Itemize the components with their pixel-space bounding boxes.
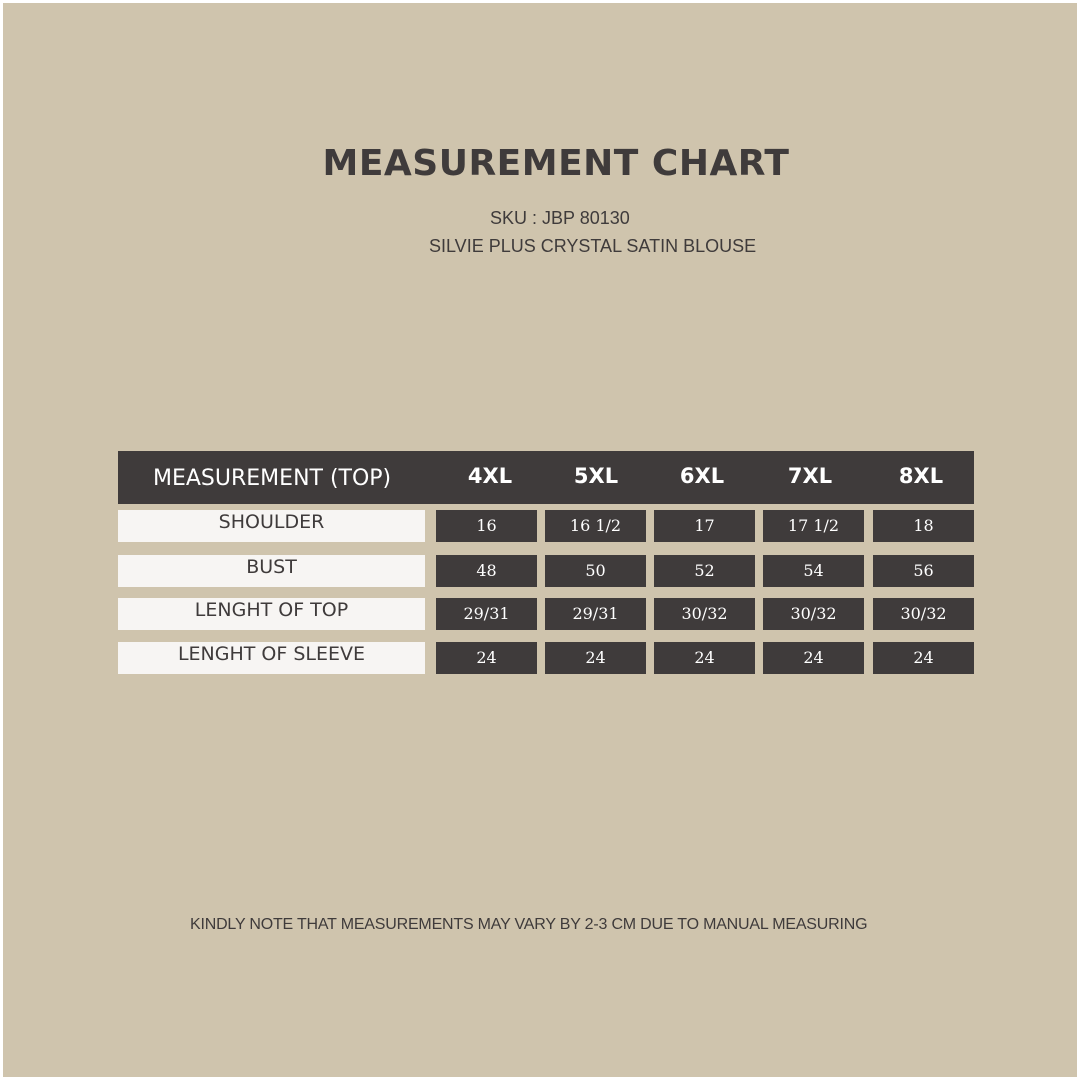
cell-length-top-5xl: 29/31 — [545, 598, 646, 630]
size-header-8xl: 8XL — [898, 464, 944, 488]
table-header-label: MEASUREMENT (TOP) — [153, 466, 392, 491]
row-label-length-of-top: LENGHT OF TOP — [118, 598, 425, 630]
row-label-length-of-sleeve: LENGHT OF SLEEVE — [118, 642, 425, 674]
sku-label: SKU : JBP 80130 — [490, 208, 630, 228]
cell-shoulder-5xl: 16 1/2 — [545, 510, 646, 542]
page-title: MEASUREMENT CHART — [322, 143, 790, 184]
cell-length-sleeve-7xl: 24 — [763, 642, 864, 674]
cell-shoulder-7xl: 17 1/2 — [763, 510, 864, 542]
cell-length-sleeve-4xl: 24 — [436, 642, 537, 674]
size-header-4xl: 4XL — [467, 464, 513, 488]
cell-length-top-7xl: 30/32 — [763, 598, 864, 630]
row-label-shoulder: SHOULDER — [118, 510, 425, 542]
size-header-7xl: 7XL — [787, 464, 833, 488]
cell-bust-8xl: 56 — [873, 555, 974, 587]
cell-bust-5xl: 50 — [545, 555, 646, 587]
cell-shoulder-4xl: 16 — [436, 510, 537, 542]
size-header-5xl: 5XL — [573, 464, 619, 488]
cell-length-top-8xl: 30/32 — [873, 598, 974, 630]
cell-bust-7xl: 54 — [763, 555, 864, 587]
cell-shoulder-8xl: 18 — [873, 510, 974, 542]
size-header-6xl: 6XL — [679, 464, 725, 488]
cell-length-top-6xl: 30/32 — [654, 598, 755, 630]
cell-shoulder-6xl: 17 — [654, 510, 755, 542]
cell-bust-6xl: 52 — [654, 555, 755, 587]
product-name: SILVIE PLUS CRYSTAL SATIN BLOUSE — [429, 236, 757, 256]
cell-length-sleeve-6xl: 24 — [654, 642, 755, 674]
cell-length-top-4xl: 29/31 — [436, 598, 537, 630]
cell-length-sleeve-5xl: 24 — [545, 642, 646, 674]
cell-length-sleeve-8xl: 24 — [873, 642, 974, 674]
row-label-bust: BUST — [118, 555, 425, 587]
measurement-note: KINDLY NOTE THAT MEASUREMENTS MAY VARY BY 2-3 CM DUE TO MANUAL MEASURING — [190, 916, 868, 933]
cell-bust-4xl: 48 — [436, 555, 537, 587]
